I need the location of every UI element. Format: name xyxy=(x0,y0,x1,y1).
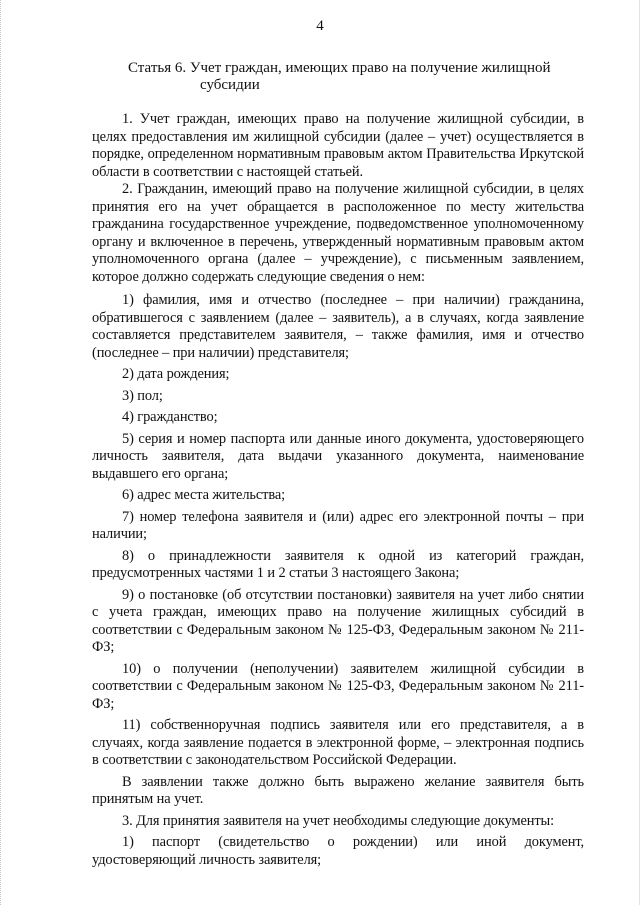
article-body xyxy=(92,111,584,869)
article-heading xyxy=(128,60,578,94)
list-item-9: 9) о постановке (об отсутствии постановки) заявителя на учет либо снятии с учета граждан, имеющих право на получение жилищных субсидий в соответствии с Федеральным законом № 125-ФЗ, Федеральным законом № 211-ФЗ; xyxy=(92,586,584,655)
paragraph-1: 1. Учет граждан, имеющих право на получение жилищной субсидии, в целях предоставления им жилищной субсидии (далее – учет) осуществляется в порядке, определенном нормативным правовым актом Правительства Иркутской области в соответствии с настоящей статьей. xyxy=(92,111,584,180)
list-item-5: 5) серия и номер паспорта или данные иного документа, удостоверяющего личность заявителя, дата выдачи указанного документа, наименование выдавшего его органа; xyxy=(92,430,584,482)
documents-item-1: 1) паспорт (свидетельство о рождении) или иной документ, удостоверяющий личность заявителя; xyxy=(92,834,584,868)
article-heading-line1: Статья 6. Учет граждан, имеющих право на получение жилищной xyxy=(128,60,551,76)
paragraph-2: 2. Гражданин, имеющий право на получение жилищной субсидии, в целях принятия его на учет обращается в расположенное по месту жительства гражданина государственное учреждение, подведомственное уполномоченному органу и включенное в перечень, утвержденный нормативным правовым актом уполномоченного органа (далее – учреждение), с письменным заявлением, которое должно содержать следующие сведения о нем: xyxy=(92,181,584,285)
list-item-11: 11) собственноручная подпись заявителя или его представителя, а в случаях, когда заявление подается в электронной форме, – электронная подпись в соответствии с законодательством Российской Федерации. xyxy=(92,717,584,768)
list-item-8: 8) о принадлежности заявителя к одной из категорий граждан, предусмотренных частями 1 и 2 статьи 3 настоящего Закона; xyxy=(92,547,584,581)
list-item-6: 6) адрес места жительства; xyxy=(122,487,286,503)
list-item-10: 10) о получении (неполучении) заявителем жилищной субсидии в соответствии с Федеральным законом № 125-ФЗ, Федеральным законом № 211-ФЗ; xyxy=(92,660,584,712)
page-edge-left xyxy=(0,0,5,905)
article-heading-line2: субсидии xyxy=(200,77,260,93)
list-item-7: 7) номер телефона заявителя и (или) адрес его электронной почты – при наличии; xyxy=(92,508,584,542)
list-item-3: 3) пол; xyxy=(122,387,163,404)
paragraph-3: 3. Для принятия заявителя на учет необходимы следующие документы: xyxy=(122,812,555,829)
list-item-1: 1) фамилия, имя и отчество (последнее – при наличии) гражданина, обратившегося с заявлением (далее – заявитель), а в случаях, когда заявление составляется представителем заявителя, – также фамилия, имя и отчество (последнее – при наличии) представителя; xyxy=(92,292,584,361)
page-edge-right xyxy=(635,0,640,905)
paragraph-wish: В заявлении также должно быть выражено желание заявителя быть принятым на учет. xyxy=(92,773,584,807)
page-number: 4 xyxy=(316,18,324,34)
list-item-2: 2) дата рождения; xyxy=(122,366,230,382)
list-item-4: 4) гражданство; xyxy=(122,409,218,425)
